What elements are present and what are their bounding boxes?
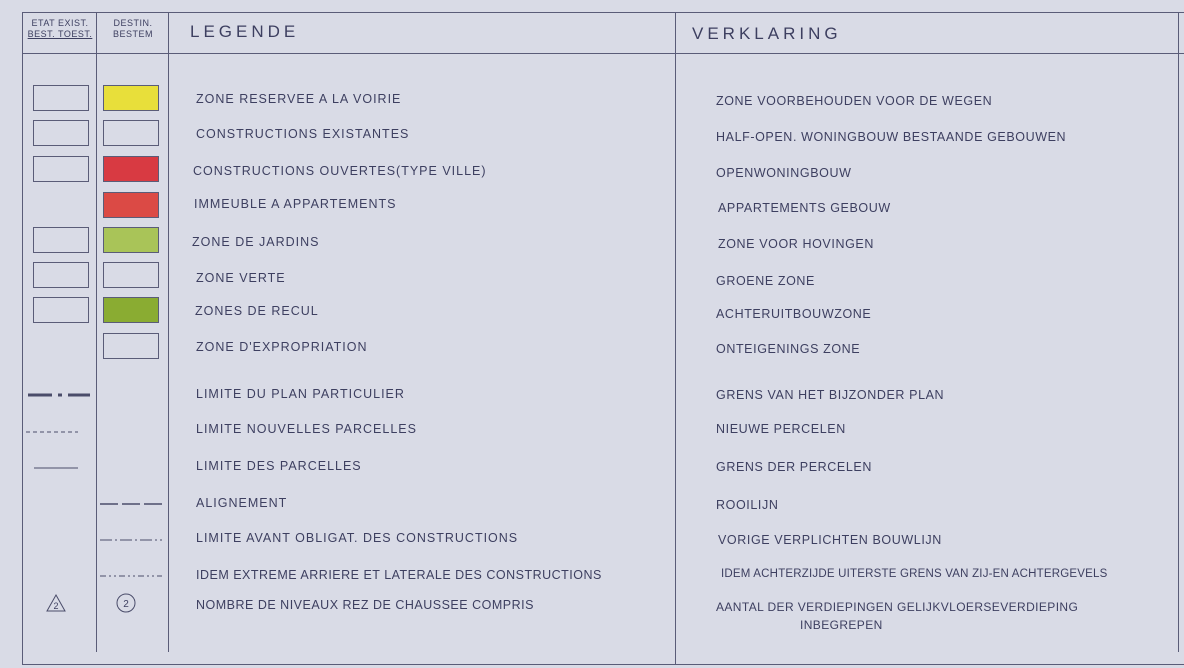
verklaring-row-2: HALF-OPEN. WONINGBOUW BESTAANDE GEBOUWEN xyxy=(716,130,1067,144)
verklaring-row-9: GRENS VAN HET BIJZONDER PLAN xyxy=(716,388,945,402)
legend-row-14: IDEM EXTREME ARRIERE ET LATERALE DES CONSTRUCTIONS xyxy=(196,568,602,582)
verklaring-row-1: ZONE VOORBEHOUDEN VOOR DE WEGEN xyxy=(716,94,993,108)
verklaring-row-11: GRENS DER PERCELEN xyxy=(716,460,872,474)
legend-row-9: LIMITE DU PLAN PARTICULIER xyxy=(196,387,405,401)
existing-swatch-1 xyxy=(33,85,89,111)
destination-swatch-red xyxy=(103,156,159,182)
front-building-line-symbol xyxy=(96,530,168,550)
verklaring-row-12: ROOILIJN xyxy=(716,498,779,512)
left-border xyxy=(22,12,23,664)
existing-swatch-6 xyxy=(33,262,89,288)
alignment-symbol xyxy=(96,494,168,514)
legend-row-11: LIMITE DES PARCELLES xyxy=(196,459,362,473)
destination-swatch-empty-8 xyxy=(103,333,159,359)
svg-text:2: 2 xyxy=(123,599,129,610)
legend-row-2: CONSTRUCTIONS EXISTANTES xyxy=(196,127,410,141)
verklaring-row-3: OPENWONINGBOUW xyxy=(716,166,852,180)
legend-row-13: LIMITE AVANT OBLIGAT. DES CONSTRUCTIONS xyxy=(196,531,519,545)
legend-title: LEGENDE xyxy=(190,22,300,41)
legend-row-12: ALIGNEMENT xyxy=(196,496,288,510)
verklaring-row-14: IDEM ACHTERZIJDE UITERSTE GRENS VAN ZIJ-EN ACHTERGEVELS xyxy=(721,568,1108,580)
parcels-symbol xyxy=(22,458,96,478)
legend-row-5: ZONE DE JARDINS xyxy=(192,235,320,249)
verklaring-title: VERKLARING xyxy=(692,24,842,43)
bottom-border xyxy=(22,664,1184,665)
col-divider-1 xyxy=(96,12,97,652)
header-existing: ETAT EXIST. BEST. TOEST. xyxy=(27,18,93,39)
legend-row-1: ZONE RESERVEE A LA VOIRIE xyxy=(196,92,402,106)
legend-row-10: LIMITE NOUVELLES PARCELLES xyxy=(196,422,417,436)
destination-swatch-light-green xyxy=(103,227,159,253)
top-border xyxy=(22,12,1184,13)
verklaring-row-8: ONTEIGENINGS ZONE xyxy=(716,342,861,356)
legend-row-15: NOMBRE DE NIVEAUX REZ DE CHAUSSEE COMPRIS xyxy=(196,598,534,612)
destination-levels-circle-icon xyxy=(114,592,138,614)
svg-text:2: 2 xyxy=(53,601,59,611)
destination-swatch-olive-green xyxy=(103,297,159,323)
col-divider-3 xyxy=(675,12,676,664)
destination-swatch-yellow xyxy=(103,85,159,111)
verklaring-row-10: NIEUWE PERCELEN xyxy=(716,422,846,436)
plan-limit-symbol xyxy=(22,385,96,405)
existing-swatch-2 xyxy=(33,120,89,146)
verklaring-row-13: VORIGE VERPLICHTEN BOUWLIJN xyxy=(718,533,942,547)
header-divider xyxy=(22,53,1184,54)
legend-row-6: ZONE VERTE xyxy=(196,271,286,285)
right-border xyxy=(1178,12,1179,652)
verklaring-row-15: AANTAL DER VERDIEPINGEN GELIJKVLOERSEVERDIEPING xyxy=(716,600,1079,614)
legend-row-8: ZONE D'EXPROPRIATION xyxy=(196,340,368,354)
verklaring-row-7: ACHTERUITBOUWZONE xyxy=(716,307,872,321)
legend-row-4: IMMEUBLE A APPARTEMENTS xyxy=(194,197,397,211)
destination-swatch-empty-6 xyxy=(103,262,159,288)
existing-swatch-5 xyxy=(33,227,89,253)
verklaring-row-4: APPARTEMENTS GEBOUW xyxy=(718,201,891,215)
destination-swatch-red-2 xyxy=(103,192,159,218)
new-parcels-symbol xyxy=(22,422,96,442)
destination-swatch-empty-2 xyxy=(103,120,159,146)
legend-row-3: CONSTRUCTIONS OUVERTES(TYPE VILLE) xyxy=(193,164,487,178)
verklaring-row-5: ZONE VOOR HOVINGEN xyxy=(718,237,874,251)
existing-swatch-3 xyxy=(33,156,89,182)
existing-levels-triangle-icon xyxy=(44,592,68,614)
existing-swatch-7 xyxy=(33,297,89,323)
verklaring-row-6: GROENE ZONE xyxy=(716,274,815,288)
header-destination: DESTIN. BESTEM xyxy=(112,18,153,39)
col-divider-2 xyxy=(168,12,169,652)
verklaring-row-15-cont: INBEGREPEN xyxy=(800,618,883,632)
rear-building-line-symbol xyxy=(96,566,168,586)
legend-row-7: ZONES DE RECUL xyxy=(195,304,319,318)
